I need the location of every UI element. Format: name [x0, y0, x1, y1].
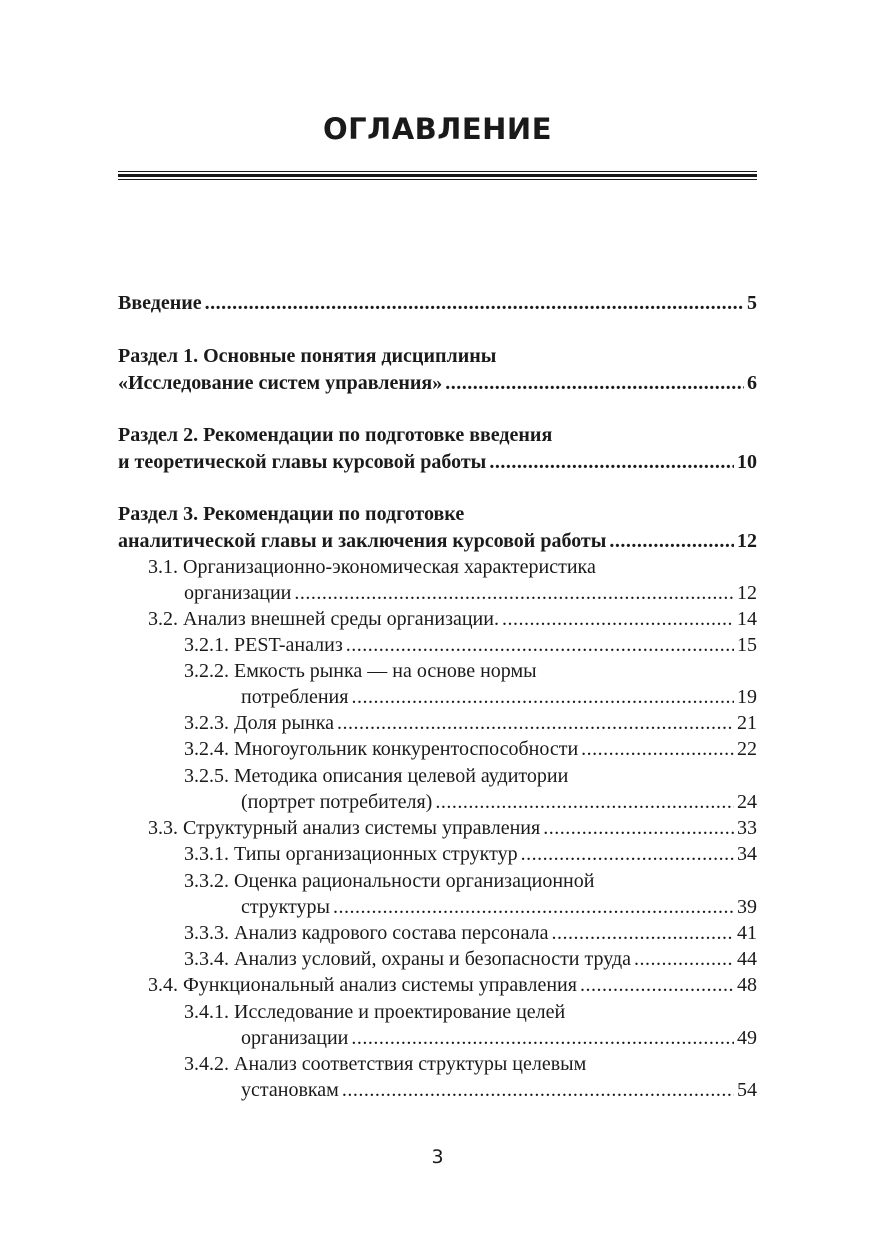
- toc-entry-3-3-2-line-1: 3.3.2. Оценка рациональности организационной: [184, 870, 595, 892]
- leader-dots: [543, 815, 734, 841]
- page-ref: 49: [737, 1027, 757, 1049]
- toc-entry-intro[interactable]: Введение ..... 5: [118, 290, 757, 316]
- toc-entry-section-2-line-1: Раздел 2. Рекомендации по подготовке введения: [118, 424, 553, 446]
- page-ref: 6: [747, 372, 757, 394]
- toc-entry-3-2-1[interactable]: 3.2.1. PEST-анализ ..... 15: [184, 632, 757, 658]
- leader-dots: [351, 684, 734, 710]
- leader-dots: [337, 710, 734, 736]
- page-ref: 34: [737, 843, 757, 865]
- page-ref: 15: [737, 634, 757, 656]
- leader-dots: [346, 632, 734, 658]
- page-ref: 39: [737, 896, 757, 918]
- leader-dots: [205, 290, 744, 316]
- page-ref: 41: [737, 922, 757, 944]
- toc-entry-section-3-line-1: Раздел 3. Рекомендации по подготовке: [118, 503, 465, 525]
- page-ref: 14: [737, 608, 757, 630]
- leader-dots: [580, 972, 734, 998]
- page-ref: 12: [737, 582, 757, 604]
- toc-entry-3-4-1-line-1: 3.4.1. Исследование и проектирование целей: [184, 1001, 566, 1023]
- toc-entry-3-4-2[interactable]: установкам ..... 54: [241, 1077, 757, 1103]
- leader-dots: [342, 1077, 734, 1103]
- page-number: 3: [431, 1146, 444, 1168]
- page-ref: 12: [737, 530, 757, 552]
- toc-entry-section-1-line-1: Раздел 1. Основные понятия дисциплины: [118, 345, 497, 367]
- toc-entry-3-1-line-1: 3.1. Организационно-экономическая характеристика: [148, 556, 596, 578]
- toc-entry-section-2[interactable]: и теоретической главы курсовой работы ..... 10: [118, 449, 757, 475]
- page-ref: 21: [737, 712, 757, 734]
- toc-entry-3-2-2-line-1: 3.2.2. Емкость рынка — на основе нормы: [184, 660, 537, 682]
- leader-dots: [294, 580, 734, 606]
- leader-dots: [581, 736, 734, 762]
- toc-entry-3-2-3[interactable]: 3.2.3. Доля рынка ..... 21: [184, 710, 757, 736]
- toc-entry-section-1[interactable]: «Исследование систем управления» ..... 6: [118, 370, 757, 396]
- toc-entry-3-3-4[interactable]: 3.3.4. Анализ условий, охраны и безопасности труда ..... 44: [184, 946, 757, 972]
- leader-dots: [333, 894, 734, 920]
- toc-entry-3-4-2-line-1: 3.4.2. Анализ соответствия структуры целевым: [184, 1053, 587, 1075]
- page-ref: 24: [737, 791, 757, 813]
- leader-dots: [552, 920, 734, 946]
- toc-entry-3-3-1[interactable]: 3.3.1. Типы организационных структур ..... 34: [184, 841, 757, 867]
- page-ref: 10: [737, 451, 757, 473]
- toc-entry-3-1[interactable]: организации ..... 12: [184, 580, 757, 606]
- leader-dots: [445, 370, 744, 396]
- toc-entry-3-3-2[interactable]: структуры ..... 39: [241, 894, 757, 920]
- page-ref: 22: [737, 738, 757, 760]
- toc-entry-3-4-1[interactable]: организации ..... 49: [241, 1025, 757, 1051]
- toc-entry-3-3[interactable]: 3.3. Структурный анализ системы управления ..... 33: [148, 815, 757, 841]
- page-title: ОГЛАВЛЕНИЕ: [322, 112, 552, 146]
- leader-dots: [489, 449, 734, 475]
- page-ref: 54: [737, 1079, 757, 1101]
- leader-dots: [521, 841, 734, 867]
- toc-entry-3-2-2[interactable]: потребления ..... 19: [241, 684, 757, 710]
- page-ref: 48: [737, 974, 757, 996]
- leader-dots: [435, 789, 734, 815]
- page-ref: 19: [737, 686, 757, 708]
- toc-entry-3-3-3[interactable]: 3.3.3. Анализ кадрового состава персонала ..... 41: [184, 920, 757, 946]
- toc-entry-3-2[interactable]: 3.2. Анализ внешней среды организации. ..... 14: [148, 606, 757, 632]
- leader-dots: [634, 946, 734, 972]
- page-ref: 33: [737, 817, 757, 839]
- toc-entry-section-3[interactable]: аналитической главы и заключения курсовой работы ..... 12: [118, 528, 757, 554]
- toc-entry-3-2-5-line-1: 3.2.5. Методика описания целевой аудитории: [184, 765, 569, 787]
- leader-dots: [351, 1025, 734, 1051]
- page-ref: 5: [747, 292, 757, 314]
- toc-entry-3-2-5[interactable]: (портрет потребителя) ..... 24: [241, 789, 757, 815]
- page-ref: 44: [737, 948, 757, 970]
- toc-entry-3-2-4[interactable]: 3.2.4. Многоугольник конкурентоспособности ..... 22: [184, 736, 757, 762]
- leader-dots: [502, 606, 734, 632]
- leader-dots: [609, 528, 734, 554]
- toc-entry-3-4[interactable]: 3.4. Функциональный анализ системы управления ..... 48: [148, 972, 757, 998]
